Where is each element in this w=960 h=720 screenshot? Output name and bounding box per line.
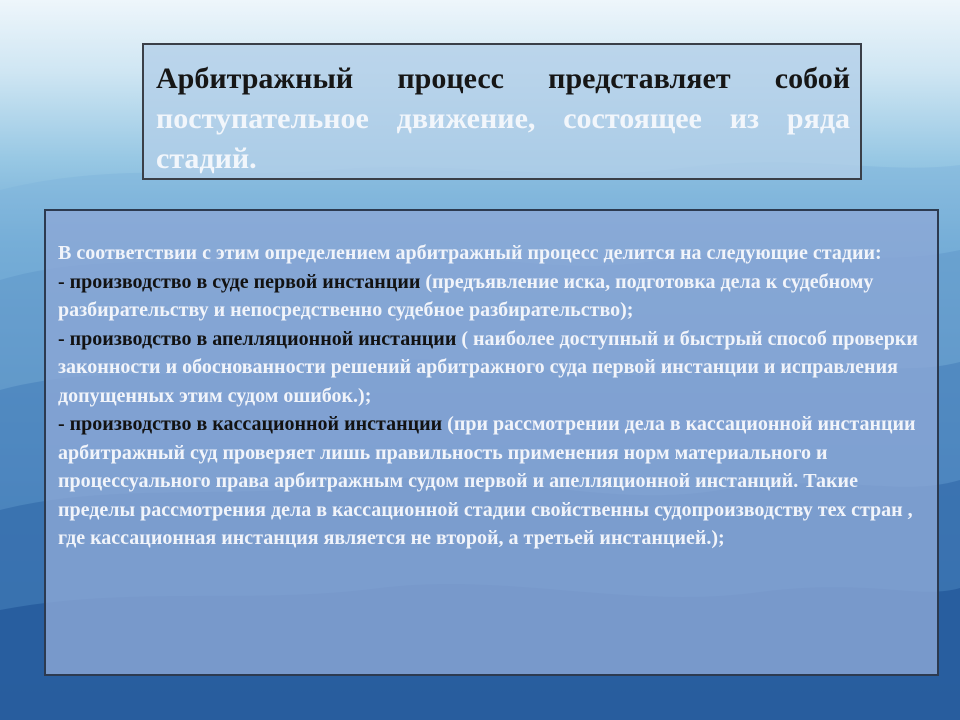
stage-appeal-name: - производство в апелляционной инстанции bbox=[58, 327, 457, 350]
stage-first-instance-detail: (предъявление иска, подготовка дела к судебному разбирательству и непосредственно судебное разбирательство); bbox=[58, 270, 874, 321]
title-light-part: поступательное движение, состоящее из ряда стадий. bbox=[156, 102, 850, 175]
slide-title bbox=[156, 59, 850, 179]
content-box bbox=[44, 209, 939, 676]
title-box bbox=[142, 43, 862, 180]
stage-cassation-detail: (при рассмотрении дела в кассационной инстанции арбитражный суд проверяет лишь правильность применения норм материального и процессуального права арбитражным судом первой и апелляционной инстанций. Такие пределы рассмотрения дела в кассационной стадии свойственны судопроизводству тех стран , где кассационная инстанция является не второй, а третьей инстанцией.); bbox=[58, 413, 916, 549]
content-text bbox=[58, 239, 927, 553]
stage-appeal-detail: ( наиболее доступный и быстрый способ проверки законности и обоснованности решений арбитражного суда первой инстанции и исправления допущенных этим судом ошибок.); bbox=[58, 327, 918, 407]
title-dark-part: Арбитражный процесс представляет собой bbox=[156, 62, 850, 95]
stage-first-instance-name: - производство в суде первой инстанции bbox=[58, 270, 421, 293]
stage-cassation-name: - производство в кассационной инстанции bbox=[58, 413, 443, 435]
intro-text: В соответствии с этим определением арбитражный процесс делится на следующие стадии: bbox=[58, 242, 882, 264]
